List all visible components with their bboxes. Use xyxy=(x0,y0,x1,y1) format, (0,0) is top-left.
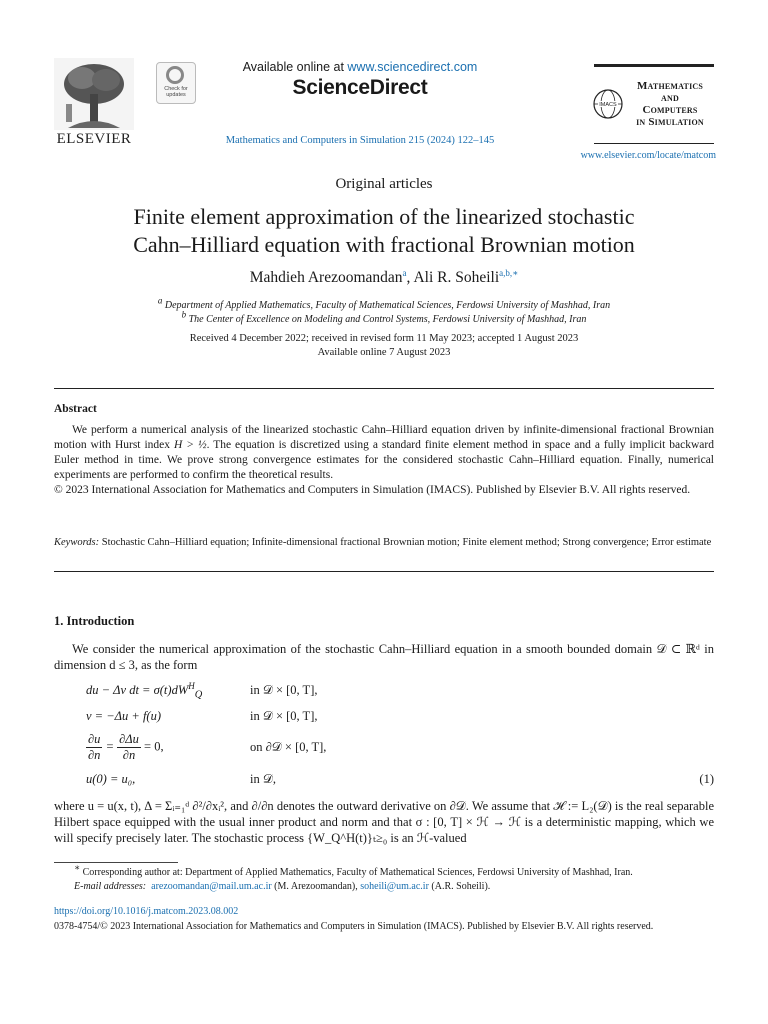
sciencedirect-link[interactable]: www.sciencedirect.com xyxy=(347,60,478,74)
keywords-label: Keywords: xyxy=(54,537,100,548)
journal-header-rule xyxy=(594,64,714,67)
abstract-copyright: © 2023 International Association for Mathematics and Computers in Simulation (IMACS). Published by Elsevier B.V. All rights reserved. xyxy=(54,484,691,496)
imacs-globe-logo xyxy=(592,88,624,120)
hurst-condition: H > ½ xyxy=(173,439,207,451)
journal-homepage-link[interactable]: www.elsevier.com/locate/matcom xyxy=(580,150,716,161)
keywords-text: Stochastic Cahn–Hilliard equation; Infinite-dimensional fractional Brownian motion; Finite element method; Strong convergence; Error estimate xyxy=(99,537,712,548)
equation-row xyxy=(86,772,714,792)
check-for-updates-badge[interactable] xyxy=(156,62,196,104)
affiliation-mark: a xyxy=(157,295,163,306)
article-title xyxy=(60,203,708,259)
equation-sub: Q xyxy=(194,689,203,701)
intro-paragraph: We consider the numerical approximation of the stochastic Cahn–Hilliard equation in a smooth bounded domain 𝒟 ⊂ ℝᵈ in dimension d ≤ 3, as the form xyxy=(54,642,714,672)
equation-condition: in 𝒟 × [0, T], xyxy=(250,683,318,697)
abstract-bottom-rule xyxy=(54,571,714,572)
abstract-text: . The equation is discretized using a standard finite element method in space and a fully implicit backward Euler method in time. We prove strong convergence estimates for the considered stochastic Cahn–Hilliard equation. Finally, numerical experiments are performed to confirm the theoretical results. xyxy=(54,439,714,481)
journal-citation-link[interactable]: Mathematics and Computers in Simulation 215 (2024) 122–145 xyxy=(225,135,495,146)
author-name: Ali R. Soheili xyxy=(413,269,500,286)
footnote-rule xyxy=(54,862,178,863)
affiliation-b xyxy=(0,309,768,325)
abstract-top-rule xyxy=(54,388,714,389)
received-dates: Received 4 December 2022; received in revised form 11 May 2023; accepted 1 August 2023 xyxy=(189,333,579,344)
journal-brand-line: Computers xyxy=(642,104,698,116)
corresponding-author: Corresponding author at: Department of Applied Mathematics, Faculty of Mathematical Sciences, Ferdowsi University of Mashhad, Iran. xyxy=(80,867,633,878)
intro-paragraph: where u = u(x, t), Δ = Σᵢ₌₁ᵈ ∂²/∂xᵢ², and ∂/∂n denotes the outward derivative on ∂𝒟. We assume that ℋ := L₂(𝒟) is the real separable Hilbert space equipped with the usual inner product and norm and that σ : [0, T] × ℋ → ℋ is a deterministic mapping, which we will specify precisely later. The stochastic process {W_Q^H(t)}ₜ≥₀ is an ℋ-valued xyxy=(54,799,714,845)
equation-lhs: v = −Δu + f(u) xyxy=(86,709,161,723)
fraction: $\frac{\partial u}{\partial n}$ xyxy=(88,732,101,762)
abstract-body xyxy=(54,423,714,498)
equation-lhs: u(0) = u₀, xyxy=(86,772,136,786)
available-online-date: Available online 7 August 2023 xyxy=(317,347,451,358)
imacs-logo-text: IMACS xyxy=(599,102,617,108)
article-category: Original articles xyxy=(335,176,433,192)
section-heading: 1. Introduction xyxy=(54,614,135,628)
journal-brand-line: in Simulation xyxy=(636,116,704,128)
footer-copyright: 0378-4754/© 2023 International Association for Mathematics and Computers in Simulation (IMACS). Published by Elsevier B.V. All rights reserved. xyxy=(54,921,654,932)
affiliation-link[interactable]: a xyxy=(402,267,407,278)
journal-brand-line: and xyxy=(661,92,679,104)
title-line: Cahn–Hilliard equation with fractional Brownian motion xyxy=(133,232,635,257)
available-prefix: Available online at xyxy=(242,60,348,74)
author-separator: , xyxy=(406,269,414,286)
check-updates-label: Check for updates xyxy=(164,86,188,98)
affiliation-link[interactable]: a,b,∗ xyxy=(499,267,519,278)
author-name: Mahdieh Arezoomandan xyxy=(249,269,403,286)
equation-lhs: du − Δv dt = σ(t)dW xyxy=(86,683,189,697)
affiliation-text: The Center of Excellence on Modeling and Control Systems, Ferdowsi University of Mashhad, Iran xyxy=(188,314,587,325)
journal-brand xyxy=(624,80,716,128)
abstract-heading: Abstract xyxy=(54,403,97,415)
email-link[interactable]: arezoomandan@mail.um.ac.ir xyxy=(151,881,272,892)
affiliation-a xyxy=(0,295,768,311)
equation-condition: in 𝒟 × [0, T], xyxy=(250,709,318,723)
abstract-text: We perform a numerical analysis of the linearized stochastic Cahn–Hilliard equation driven by infinite-dimensional fractional Brownian motion with Hurst index xyxy=(54,424,714,451)
equation-condition: in 𝒟, xyxy=(250,772,276,786)
publisher-name: ELSEVIER xyxy=(56,131,132,147)
equation-number: (1) xyxy=(699,772,714,786)
fraction: $\frac{\partial\Delta u}{\partial n}$ xyxy=(119,732,139,762)
author-list xyxy=(0,269,768,287)
doi-link[interactable]: https://doi.org/10.1016/j.matcom.2023.08.002 xyxy=(54,906,239,917)
equation-row xyxy=(86,680,714,703)
equation-sup: H xyxy=(188,680,195,691)
available-online-line xyxy=(200,60,520,74)
affiliation-text: Department of Applied Mathematics, Faculty of Mathematical Sciences, Ferdowsi University of Mashhad, Iran xyxy=(164,300,611,311)
email-link[interactable]: soheili@um.ac.ir xyxy=(360,881,429,892)
affiliation-mark: b xyxy=(181,309,187,320)
equation-condition: on ∂𝒟 × [0, T], xyxy=(250,740,327,754)
journal-header-rule-bottom xyxy=(594,143,714,144)
footnote-mark: ∗ xyxy=(74,862,81,873)
check-updates-icon xyxy=(166,66,184,84)
title-line: Finite element approximation of the linearized stochastic xyxy=(133,204,635,229)
keywords xyxy=(54,536,714,550)
email-label: E-mail addresses: xyxy=(74,881,147,892)
journal-brand-line: Mathematics xyxy=(636,80,704,92)
equation-row xyxy=(86,709,714,729)
sciencedirect-wordmark: ScienceDirect xyxy=(292,76,428,99)
equation-row: $\frac{\partial u}{\partial n}$ = $\frac{\partial\Delta u}{\partial n} = 0$, on ∂𝒟 × [0, T], xyxy=(88,732,327,762)
footnote: ∗ Corresponding author at: Department of Applied Mathematics, Faculty of Mathematical Sciences, Ferdowsi University of Mashhad, Iran. E-mail addresses: arezoomandan@mail.um.ac.ir (M. Arezoomandan), soheili@um.ac.ir (A.R. Soheili). xyxy=(74,862,633,892)
